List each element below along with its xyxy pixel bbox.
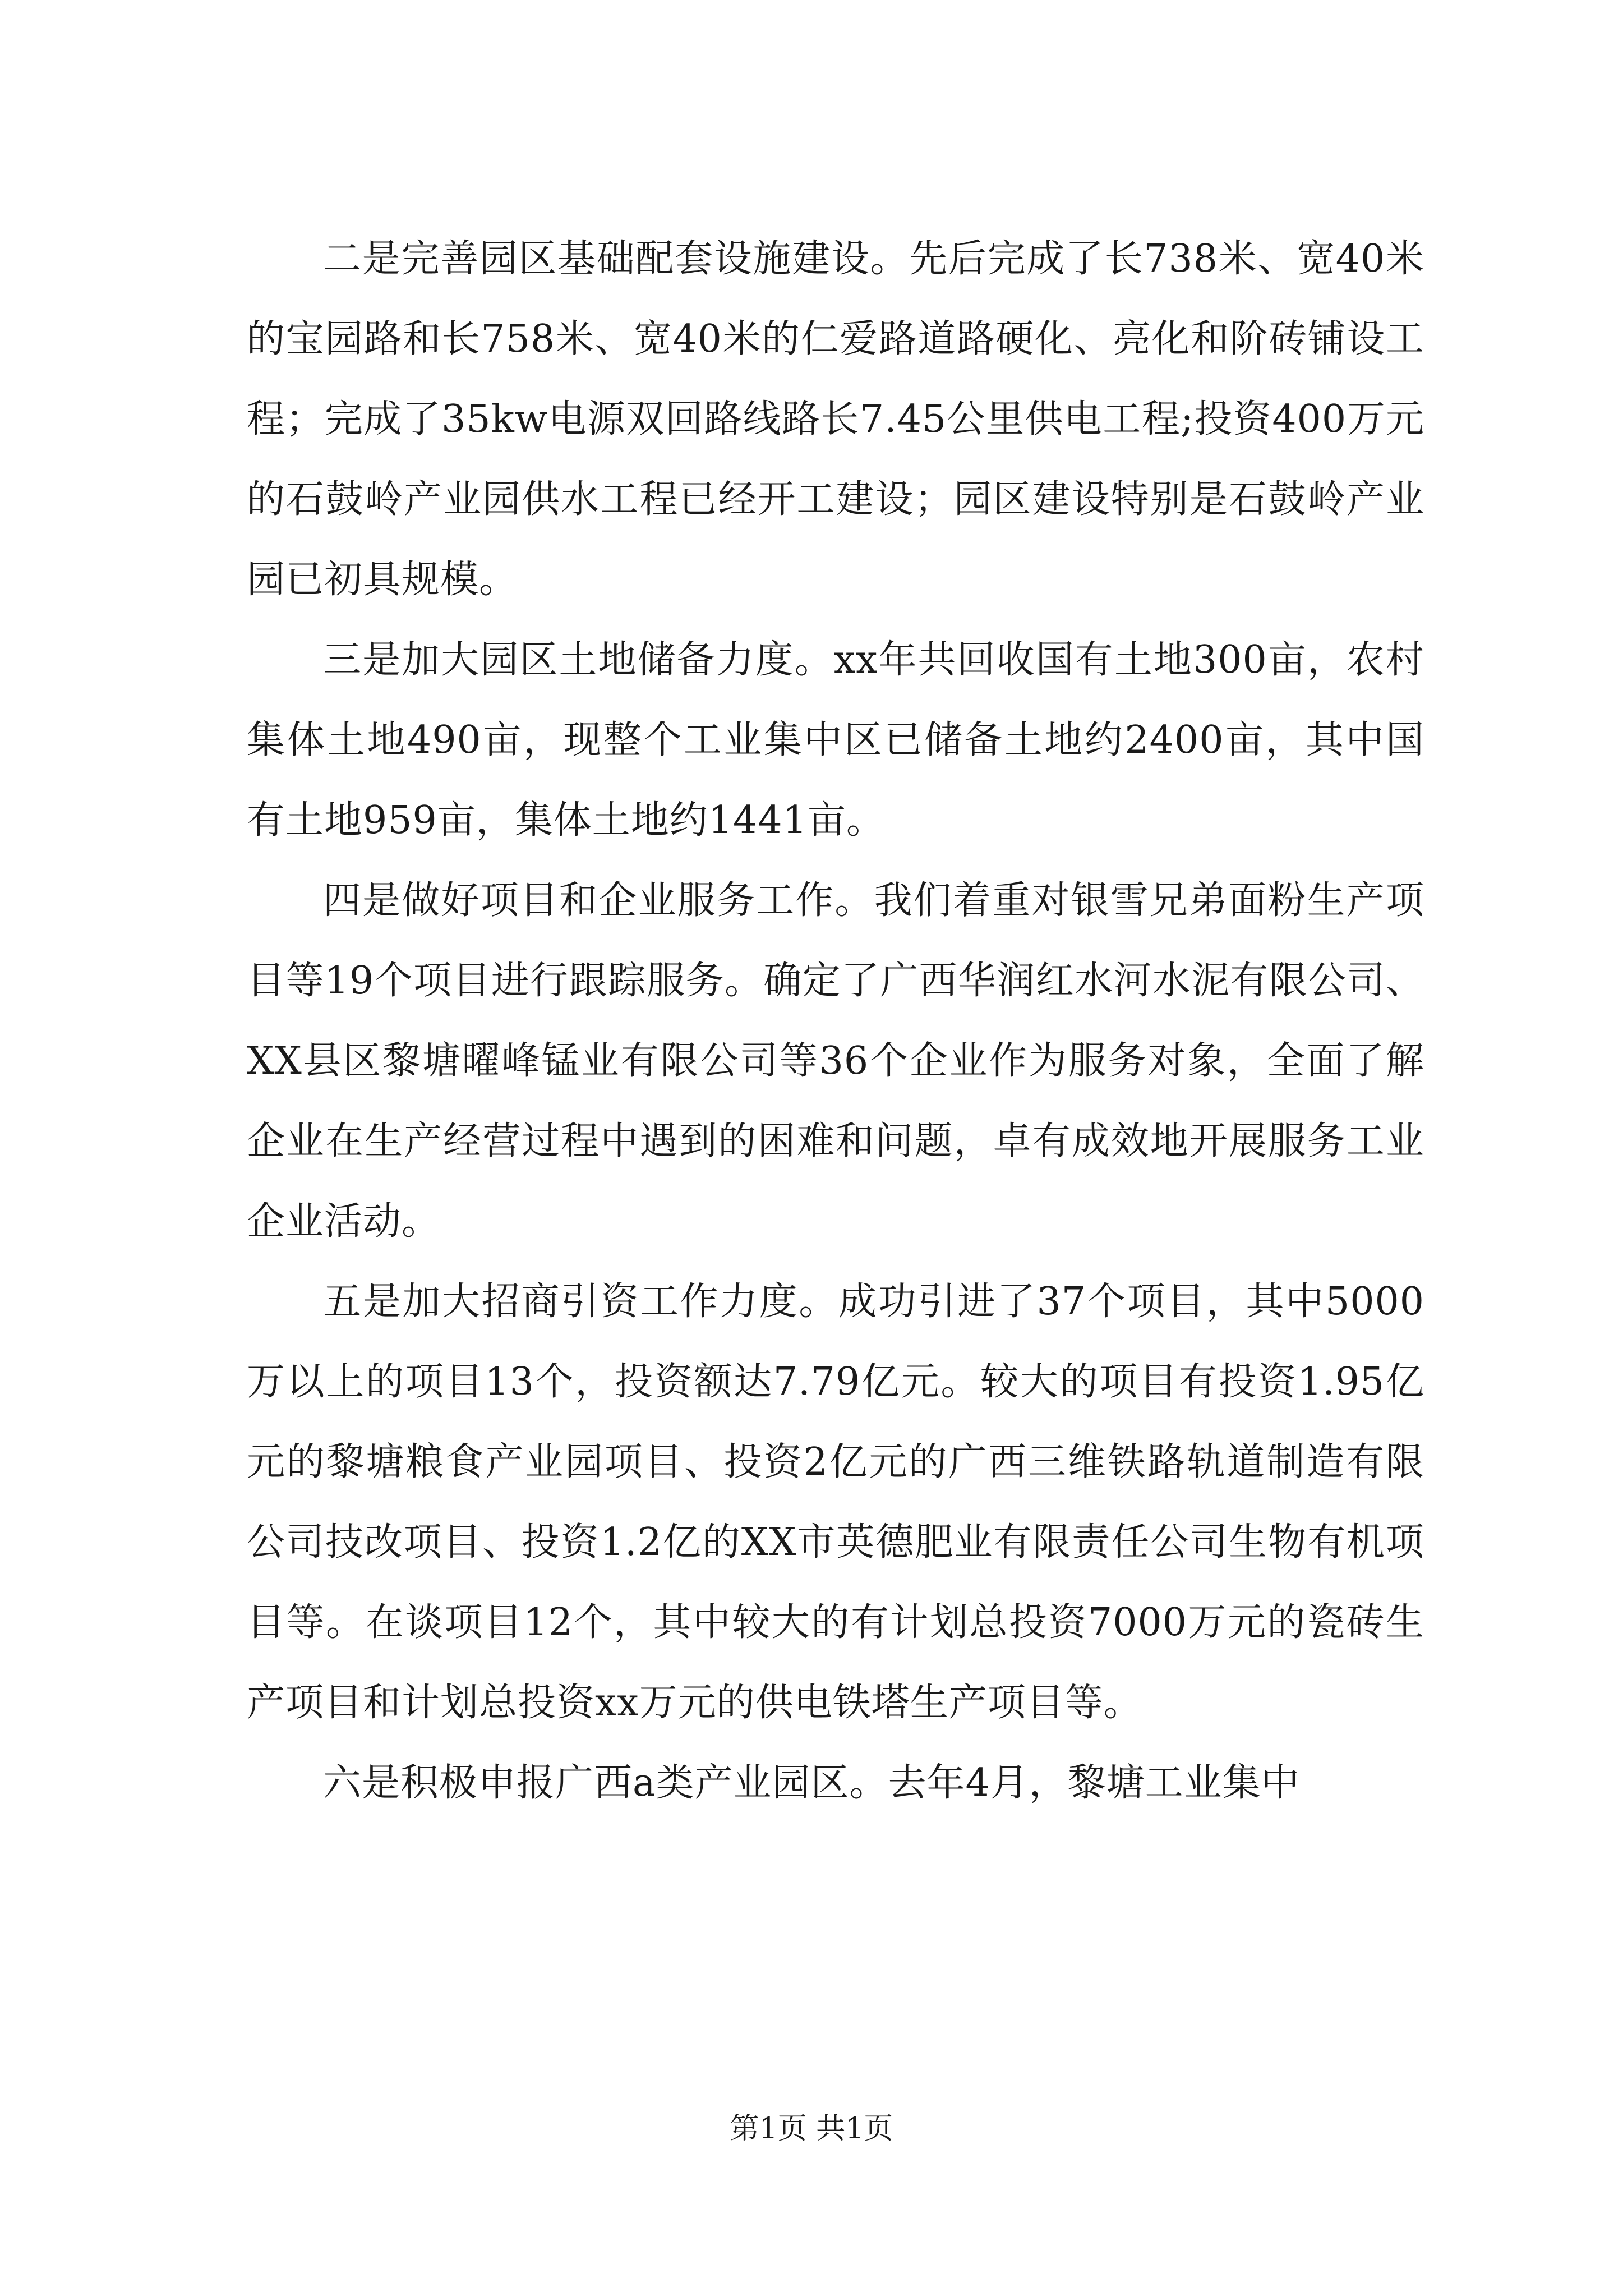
paragraph-investment: 五是加大招商引资工作力度。成功引进了37个项目，其中5000万以上的项目13个，投资额达7.79亿元。较大的项目有投资1.95亿元的黎塘粮食产业园项目、投资2亿元的广西三维铁路轨道制造有限公司技改项目、投资1.2亿的XX市英德肥业有限责任公司生物有机项目等。在谈项目12个，其中较大的有计划总投资7000万元的瓷砖生产项目和计划总投资xx万元的供电铁塔生产项目等。 [247, 1280, 1424, 1725]
paragraph-land-reserve: 三是加大园区土地储备力度。xx年共回收国有土地300亩，农村集体土地490亩，现整个工业集中区已储备土地约2400亩，其中国有土地959亩，集体土地约1441亩。 [247, 638, 1424, 843]
document-body [247, 219, 1424, 1823]
paragraph-industrial-park: 六是积极申报广西a类产业园区。去年4月，黎塘工业集中 [323, 1761, 1300, 1805]
page-number-footer: 第1页 共1页 [730, 2112, 893, 2146]
paragraph-enterprise-service: 四是做好项目和企业服务工作。我们着重对银雪兄弟面粉生产项目等19个项目进行跟踪服务。确定了广西华润红水河水泥有限公司、XX县区黎塘曜峰锰业有限公司等36个企业作为服务对象，全面了解企业在生产经营过程中遇到的困难和问题，卓有成效地开展服务工业企业活动。 [247, 878, 1424, 1244]
paragraph-infrastructure: 二是完善园区基础配套设施建设。先后完成了长738米、宽40米的宝园路和长758米、宽40米的仁爱路道路硬化、亮化和阶砖铺设工程；完成了35kw电源双回路线路长7.45公里供电工程;投资400万元的石鼓岭产业园供水工程已经开工建设；园区建设特别是石鼓岭产业园已初具规模。 [247, 237, 1424, 602]
